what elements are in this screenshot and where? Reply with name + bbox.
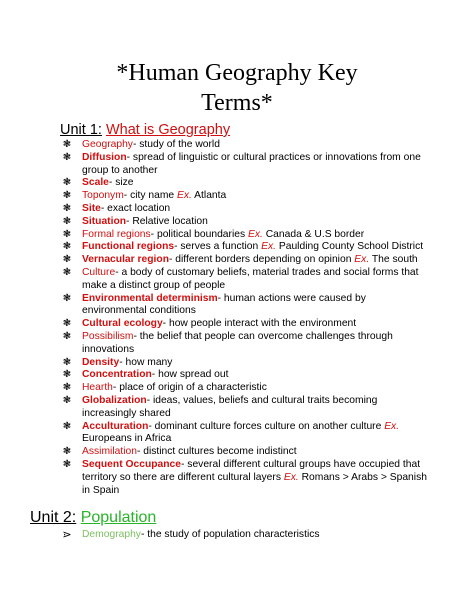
term-name: Hearth	[82, 382, 113, 394]
term-name: Demography	[82, 529, 141, 540]
term-name: Site	[82, 202, 101, 214]
example-text: Romans > Arabs > Spanish in Spain	[82, 471, 427, 496]
term-definition: - how many	[119, 356, 173, 368]
term-name: Environmental determinism	[82, 292, 218, 304]
term-definition: - human actions were caused by environmental conditions	[82, 292, 366, 317]
term-item	[60, 254, 430, 267]
term-definition: - study of the world	[132, 139, 220, 150]
example-marker: Ex.	[354, 254, 370, 266]
example-text: Canada & U.S border	[262, 228, 365, 240]
example-text: Europeans in Africa	[82, 433, 172, 445]
unit-1-topic: What is Geography	[105, 122, 231, 138]
term-name: Concentration	[82, 369, 152, 381]
term-definition: - distinct cultures become indistinct	[136, 446, 297, 458]
page-title-line-1: *Human Geography Key	[116, 60, 358, 86]
unit-2-label: Unit 2:	[30, 509, 77, 526]
term-definition: - serves a function	[174, 241, 262, 253]
term-name: Density	[82, 356, 120, 368]
snowflake-bullet-icon: ❃	[62, 446, 72, 458]
term-item	[60, 267, 430, 293]
snowflake-bullet-icon: ❃	[62, 254, 72, 266]
example-marker: Ex.	[283, 471, 299, 483]
unit-2-term-list	[60, 529, 430, 542]
term-item	[60, 529, 430, 542]
term-item	[60, 318, 430, 331]
term-item	[60, 241, 430, 254]
unit-1-heading	[60, 121, 230, 139]
unit-2-heading	[30, 508, 156, 528]
example-marker: Ex.	[384, 420, 400, 432]
term-definition: - how people interact with the environment	[162, 318, 357, 330]
term-definition: - city name	[123, 190, 177, 202]
snowflake-bullet-icon: ❃	[62, 228, 72, 240]
term-name: Functional regions	[82, 241, 175, 253]
term-item	[60, 459, 430, 497]
snowflake-bullet-icon: ❃	[62, 177, 72, 189]
term-name: Cultural ecology	[82, 318, 163, 330]
snowflake-bullet-icon: ❃	[62, 318, 72, 330]
unit-1-term-list	[60, 139, 430, 497]
page-title-line-2: Terms*	[201, 90, 273, 116]
term-item	[60, 177, 430, 190]
term-name: Culture	[82, 266, 116, 278]
snowflake-bullet-icon: ❃	[62, 215, 72, 227]
term-name: Geography	[82, 139, 133, 150]
term-definition: - the belief that people can overcome challenges through innovations	[82, 330, 393, 355]
term-item	[60, 190, 430, 203]
term-item	[60, 421, 430, 447]
snowflake-bullet-icon: ❃	[62, 356, 72, 368]
term-name: Possibilism	[82, 330, 134, 342]
term-definition: - Relative location	[126, 215, 208, 227]
term-definition: - a body of customary beliefs, material trades and social forms that make a distinct group of people	[82, 266, 419, 291]
term-definition: - ideas, values, beliefs and cultural traits becoming increasingly shared	[82, 394, 378, 419]
snowflake-bullet-icon: ❃	[62, 420, 72, 432]
snowflake-bullet-icon: ❃	[62, 202, 72, 214]
term-item	[60, 293, 430, 319]
term-item	[60, 203, 430, 216]
term-item	[60, 446, 430, 459]
term-item	[60, 395, 430, 421]
snowflake-bullet-icon: ❃	[62, 458, 72, 470]
example-marker: Ex.	[177, 190, 192, 202]
term-name: Assimilation	[82, 446, 137, 458]
term-item	[60, 152, 430, 178]
example-text: Paulding County School District	[276, 241, 424, 253]
term-name: Sequent Occupance	[82, 458, 181, 470]
term-definition: - political boundaries	[150, 228, 248, 240]
term-item	[60, 382, 430, 395]
term-name: Formal regions	[82, 228, 151, 240]
snowflake-bullet-icon: ❃	[62, 151, 72, 163]
term-name: Diffusion	[82, 151, 127, 163]
term-item	[60, 229, 430, 242]
term-item	[60, 139, 430, 152]
term-item	[60, 331, 430, 357]
term-item	[60, 369, 430, 382]
example-marker: Ex.	[261, 241, 276, 253]
term-definition: - how spread out	[151, 369, 229, 381]
term-definition: - several different cultural groups have occupied that territory so there are different cultural layers	[82, 458, 421, 483]
snowflake-bullet-icon: ❃	[62, 394, 72, 406]
term-name: Acculturation	[82, 420, 149, 432]
term-definition: - place of origin of a characteristic	[112, 382, 267, 394]
term-item	[60, 357, 430, 370]
term-name: Situation	[82, 215, 127, 227]
example-marker: Ex.	[247, 228, 263, 240]
snowflake-bullet-icon: ❃	[62, 292, 72, 304]
snowflake-bullet-icon: ❃	[62, 190, 72, 202]
term-definition: - exact location	[100, 202, 171, 214]
snowflake-bullet-icon: ❃	[62, 266, 72, 278]
term-definition: - different borders depending on opinion	[169, 254, 355, 266]
snowflake-bullet-icon: ❃	[62, 139, 72, 150]
unit-2-topic: Population	[80, 509, 157, 526]
term-item	[60, 216, 430, 229]
term-name: Vernacular region	[82, 254, 169, 266]
term-definition: - size	[108, 177, 134, 189]
snowflake-bullet-icon: ❃	[62, 369, 72, 381]
snowflake-bullet-icon: ❃	[62, 330, 72, 342]
term-name: Toponym	[82, 190, 124, 202]
term-name: Globalization	[82, 394, 147, 406]
term-definition: - spread of linguistic or cultural practices or innovations from one group to another	[82, 151, 421, 176]
snowflake-bullet-icon: ❃	[62, 382, 72, 394]
example-text: Atlanta	[191, 190, 227, 202]
example-text: The south	[369, 254, 418, 266]
arrow-bullet-icon: ⋗	[62, 529, 72, 541]
unit-1-label: Unit 1:	[60, 122, 102, 138]
term-definition: - dominant culture forces culture on another culture	[148, 420, 385, 432]
snowflake-bullet-icon: ❃	[62, 241, 72, 253]
term-name: Scale	[82, 177, 109, 189]
term-definition: - the study of population characteristics	[140, 529, 320, 540]
